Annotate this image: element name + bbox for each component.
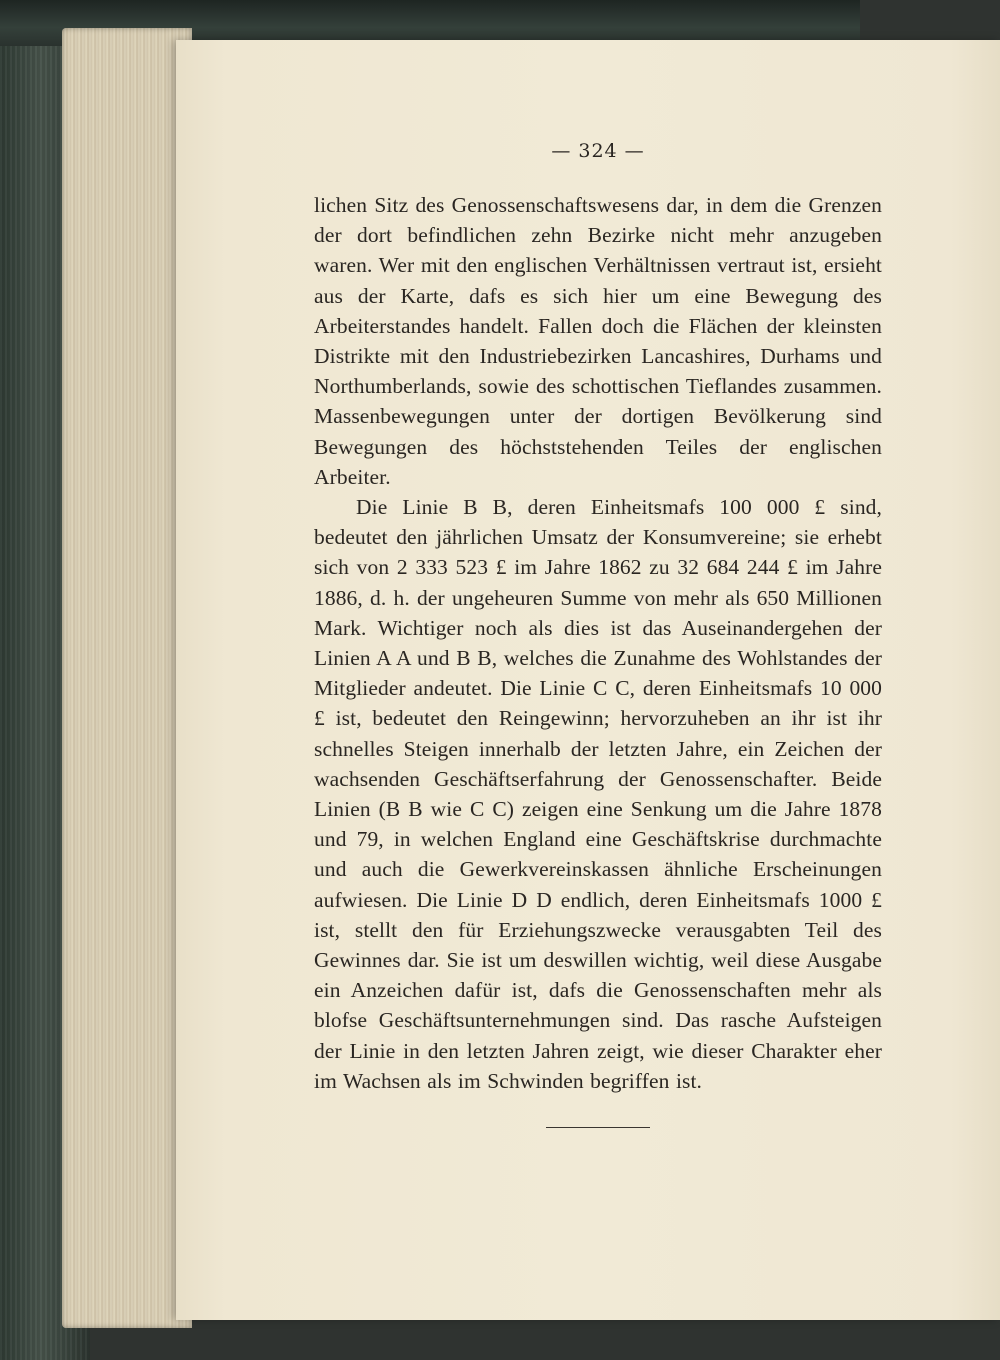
page-number: — 324 — [551,140,645,162]
page-edges [62,28,192,1328]
page-content [314,140,882,1128]
closing-rule [546,1127,650,1128]
paragraph-continued: lichen Sitz des Genossenschaftswesens dar, in dem die Grenzen der dort befindlichen zehn Bezirke nicht mehr anzugeben waren. Wer mit den englischen Verhältnissen vertraut ist, ersieht aus der Karte, dafs es sich hier um eine Bewegung des Arbeiterstandes handelt. Fallen doch die Flächen der kleinsten Distrikte mit den Industriebezirken Lancashires, Durhams und Northumberlands, sowie des schottischen Tieflandes zusammen. Massenbewegungen unter der dortigen Bevölkerung sind Bewegungen des höchststehenden Teiles der englischen Arbeiter. [314,193,882,489]
paragraph-linie-bb: Die Linie B B, deren Einheitsmafs 100 000 £ sind, bedeutet den jährlichen Umsatz der Konsumvereine; sie erhebt sich von 2 333 523 £ im Jahre 1862 zu 32 684 244 £ im Jahre 1886, d. h. der ungeheuren Summe von mehr als 650 Millionen Mark. Wichtiger noch als dies ist das Auseinandergehen der Linien A A und B B, welches die Zunahme des Wohlstandes der Mitglieder andeutet. Die Linie C C, deren Einheitsmafs 10 000 £ ist, bedeutet den Reingewinn; hervorzuheben an ihr ist ihr schnelles Steigen innerhalb der letzten Jahre, ein Zeichen der wachsenden Geschäftserfahrung der Genossenschafter. Beide Linien (B B wie C C) zeigen eine Senkung um die Jahre 1878 und 79, in welchen England eine Geschäftskrise durchmachte und auch die Gewerkvereinskassen ähnliche Erscheinungen aufwiesen. Die Linie D D endlich, deren Einheitsmafs 1000 £ ist, stellt den für Erziehungszwecke verausgabten Teil des Gewinnes dar. Sie ist um deswillen wichtig, weil diese Ausgabe ein Anzeichen dafür ist, dafs die Genossenschaften mehr als blofse Geschäftsunternehmungen sind. Das rasche Aufsteigen der Linie in den letzten Jahren zeigt, wie dieser Charakter eher im Wachsen als im Schwinden begriffen ist. [314,495,882,1093]
book-page [176,40,1000,1320]
body-text [314,190,882,1096]
